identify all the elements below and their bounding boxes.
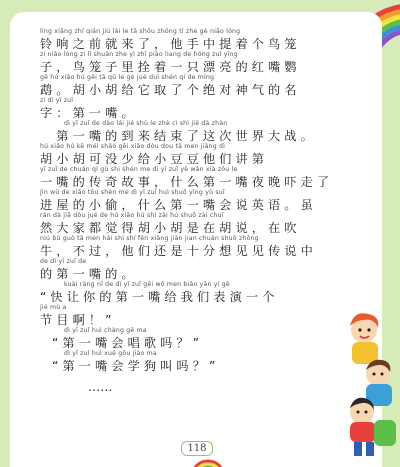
pinyin-line: dì yī zuǐ huì xué gǒu jiào ma [64,350,157,357]
hanzi-line: 鹉。胡小胡给它取了个绝对神气的名 [40,83,301,97]
hanzi-line: 进屋的小偷，什么第一嘴会说英语。虽 [40,198,317,212]
pinyin-line: jié mù a [40,304,67,311]
hanzi-line: 的第一嘴的。 [40,267,138,281]
hanzi-line: 子，鸟笼子里拴着一只漂亮的红嘴鹦 [40,60,301,74]
hanzi-line: 节目啊！” [40,313,116,327]
hanzi-line: 牛，不过，他们还是十分想见见传说中 [40,244,317,258]
pinyin-line: rán dà jiā dōu jué de hú xiǎo hú shì zài hú shuō zài chuī [40,212,224,219]
pinyin-line: dì yī zuǐ de dào lái jié shù le zhè cì shì jiè dà zhàn [64,120,228,127]
pinyin-line: de dì yī zuǐ de [40,258,87,265]
hanzi-line: 第一嘴的到来结束了这次世界大战。 [40,129,317,143]
children-illustration [344,308,400,458]
pinyin-line: líng xiǎng zhī qián jiù lái le tā shǒu zhōng tí zhe gè niǎo lóng [40,28,241,35]
pinyin-line: kuài ràng nǐ de dì yī zuǐ gěi wǒ men biǎo yǎn yí gè [64,281,230,288]
pinyin-line: yī zuǐ de chuán qí gù shi shén me dì yī zuǐ yè wǎn xià zǒu le [40,166,238,173]
hanzi-line: 字：第一嘴。 [40,106,138,120]
hanzi-line: 铃响之前就来了，他手中提着个鸟笼 [40,37,301,51]
pinyin-line: zi dì yī zuǐ [40,97,74,104]
pinyin-line: jìn wū de xiǎo tōu shén me dì yī zuǐ huì shuō yīng yǔ suī [40,189,225,196]
hanzi-line: “第一嘴会唱歌吗？” [52,336,204,350]
pinyin-line: hú xiǎo hú kě méi shǎo gěi xiǎo dòu dou tā men jiǎng dì [40,143,226,150]
pinyin-line: niú bú guò tā men hái shì shí fēn xiǎng jiàn jian chuán shuō zhōng [40,235,259,242]
hanzi-line: 一嘴的传奇故事，什么第一嘴夜晚吓走了 [40,175,334,189]
hanzi-line: 胡小胡可没少给小豆豆他们讲第 [40,152,269,166]
page-number: 118 [181,441,213,456]
pinyin-line: gē hú xiǎo hú gěi tā qǔ le gè jué duì shén qí de míng [40,74,215,81]
hanzi-line: …… [88,380,113,394]
pinyin-line: dì yī zuǐ huì chàng gē ma [64,327,147,334]
hanzi-line: “第一嘴会学狗叫吗？” [52,359,220,373]
pinyin-line: zi niǎo lóng zi lǐ shuān zhe yì zhī piào liang de hóng zuǐ yīng [40,51,238,58]
hanzi-line: “快让你的第一嘴给我们表演一个 [40,290,279,304]
hanzi-line: 然大家都觉得胡小胡是在胡说，在吹 [40,221,301,235]
